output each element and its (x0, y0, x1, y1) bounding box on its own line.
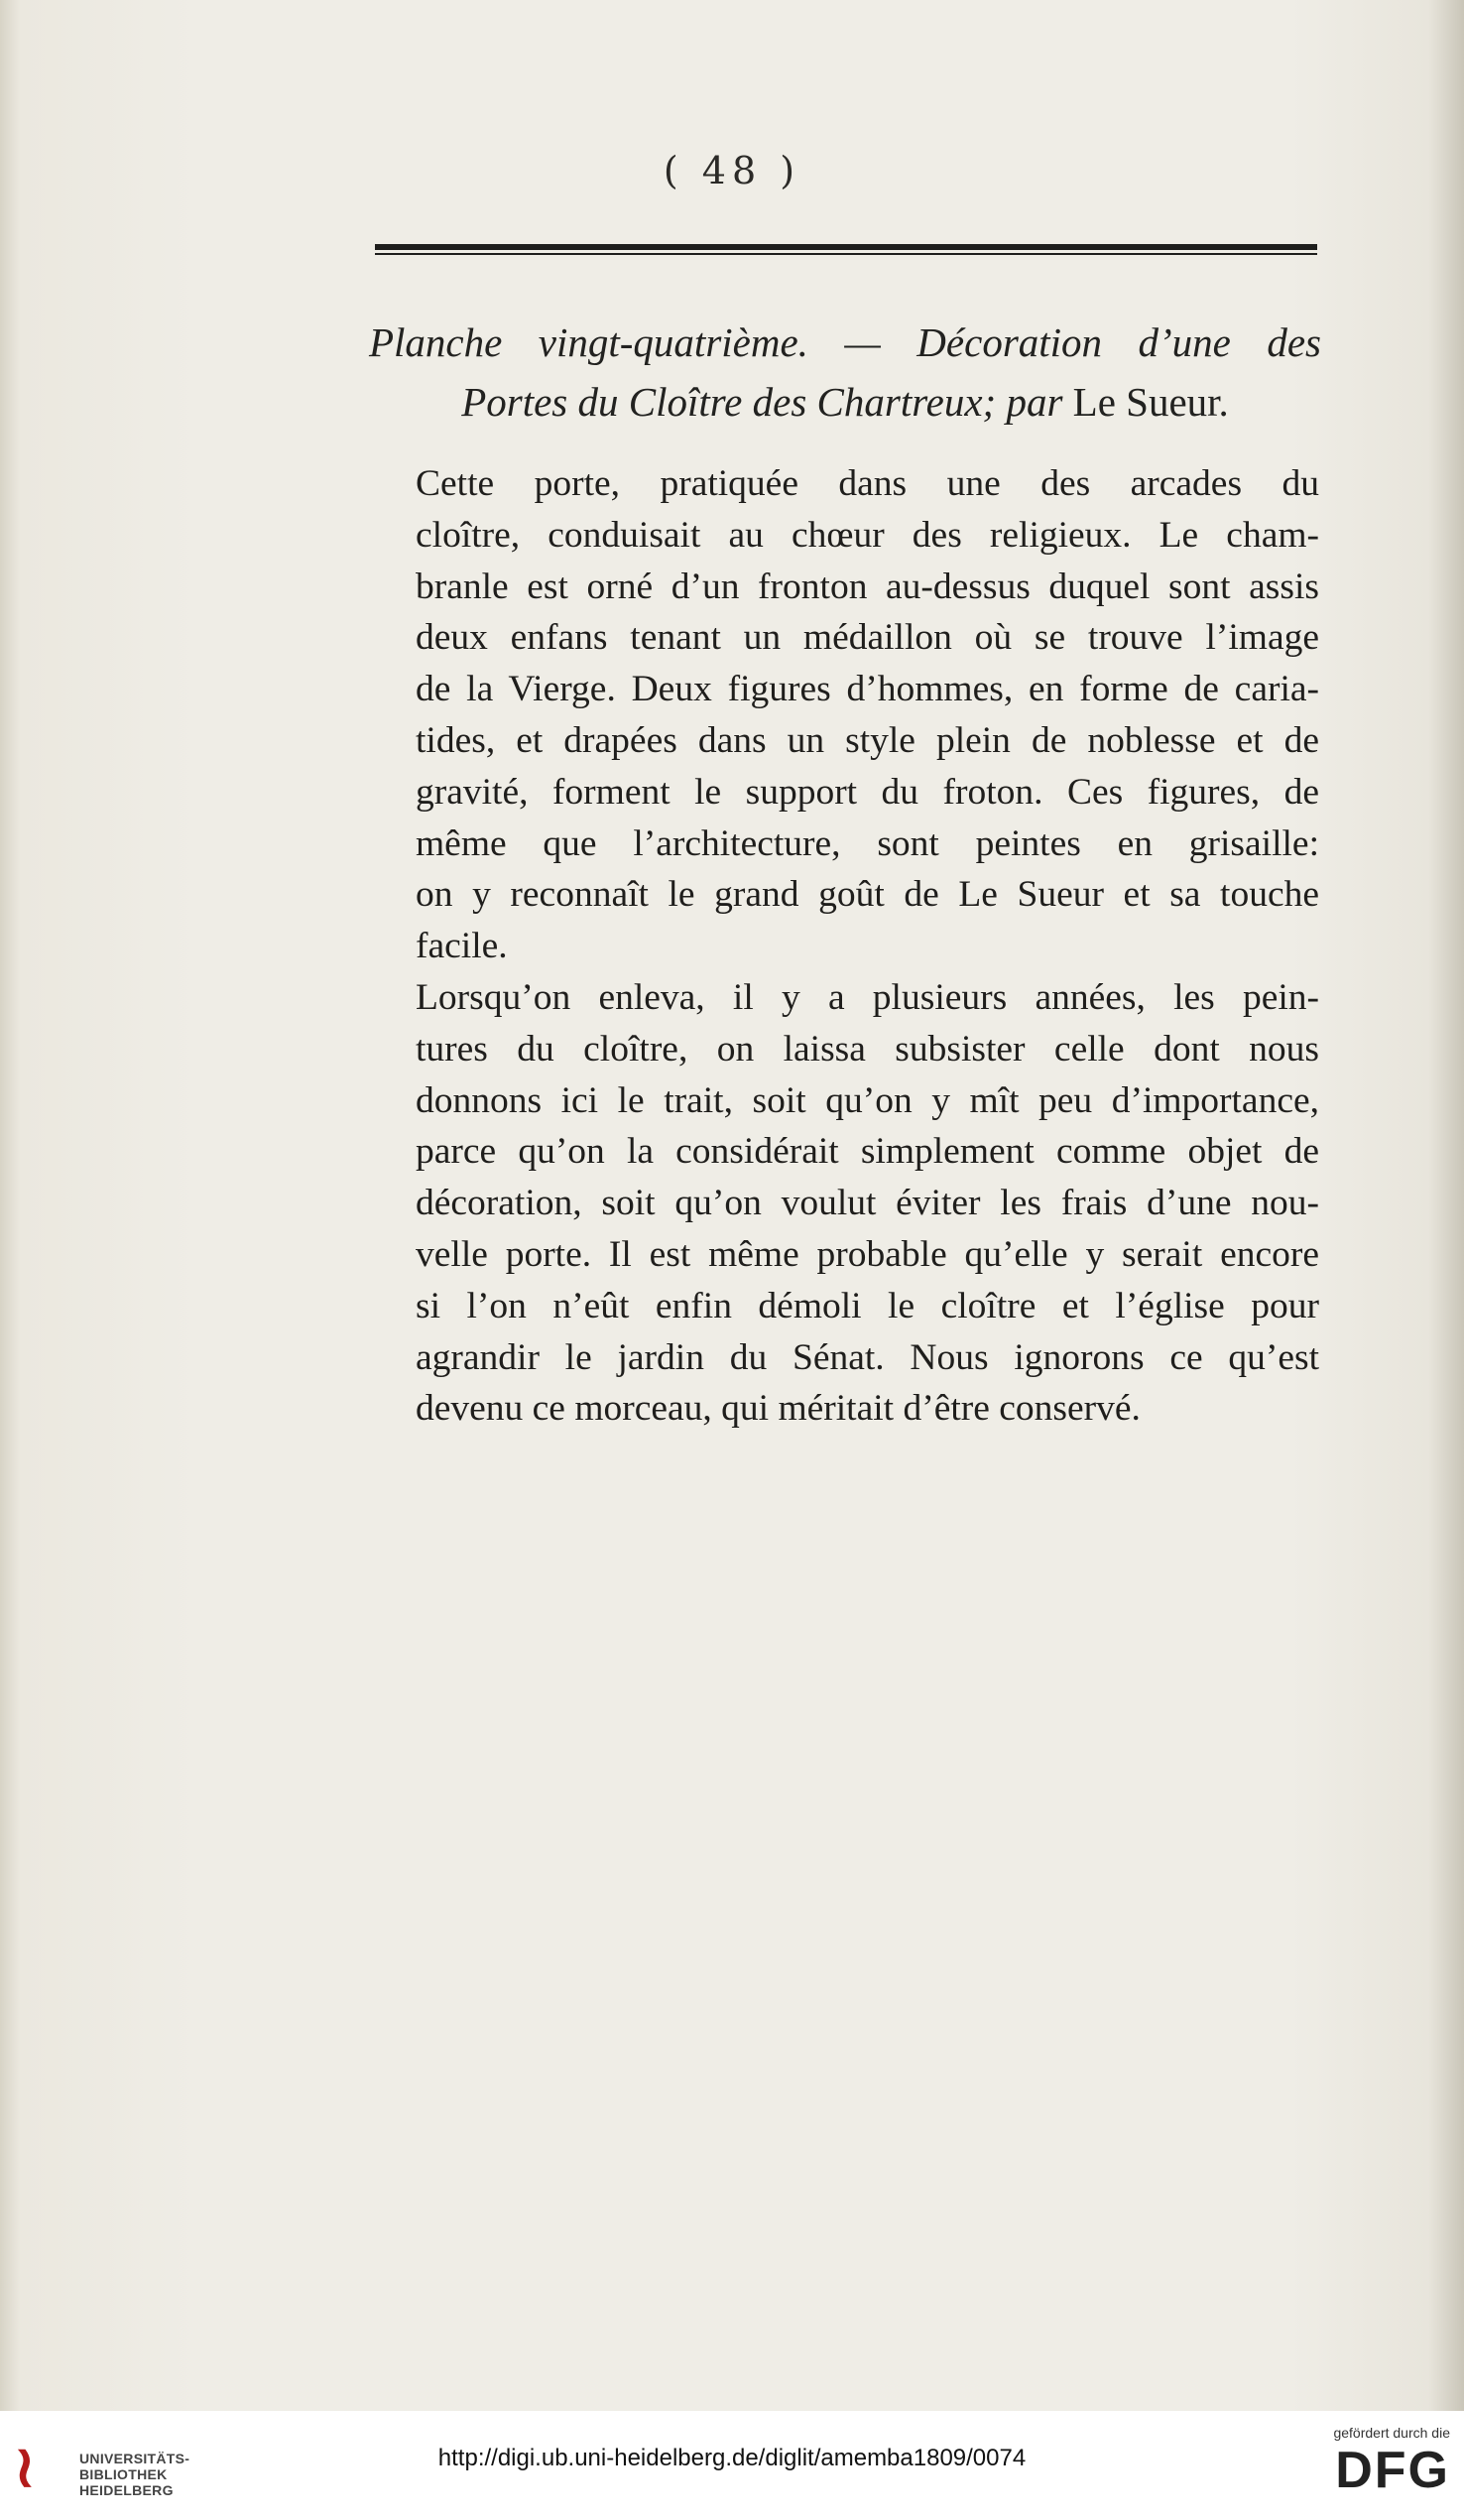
text-line: facile. (416, 926, 508, 967)
text-line: si l’on n’eût enfin démoli le cloître et l’église pour (416, 1285, 1319, 1326)
caption-line-2 (369, 372, 1321, 432)
paragraph-1 (369, 458, 1319, 972)
caption-artist-name: Le Sueur. (1072, 379, 1229, 425)
text-line: de la Vierge. Deux figures d’hommes, en forme de caria- (416, 669, 1319, 710)
funder-logo[interactable] (1291, 2425, 1450, 2500)
text-line: Cette porte, pratiquée dans une des arcades du (416, 463, 1319, 504)
text-line: Lorsqu’on enleva, il y a plusieurs années, les pein- (416, 976, 1319, 1018)
page-number: ( 48 ) (663, 149, 801, 192)
library-name-line-2: BIBLIOTHEK (79, 2466, 168, 2482)
text-line: branle est orné d’un fronton au-dessus duquel sont assis (416, 566, 1319, 607)
text-line: tides, et drapées dans un style plein de noblesse et de (416, 719, 1319, 761)
text-line: deux enfans tenant un médaillon où se trouve l’image (416, 617, 1319, 659)
text-line: tures du cloître, on laissa subsister celle dont nous (416, 1028, 1319, 1070)
plate-caption (369, 313, 1321, 432)
header-rule-thick (375, 244, 1317, 250)
caption-line-2-italic: Portes du Cloître des Chartreux; par (461, 379, 1063, 425)
library-emblem-icon: ≀ (14, 2433, 36, 2500)
funder-label: gefördert durch die (1333, 2425, 1450, 2441)
text-line: parce qu’on la considérait simplement comme objet de (416, 1131, 1319, 1173)
body-text (369, 458, 1319, 1435)
text-line: cloître, conduisait au chœur des religieux. Le cham- (416, 514, 1319, 556)
text-line: agrandir le jardin du Sénat. Nous ignorons ce qu’est (416, 1336, 1319, 1378)
library-name-line-1: UNIVERSITÄTS- (79, 2451, 190, 2466)
footer-bar (0, 2411, 1464, 2520)
caption-line-1: Planche vingt-quatrième. — Décoration d’une des (369, 319, 1321, 365)
text-line: on y reconnaît le grand goût de Le Sueur et sa touche (416, 874, 1319, 916)
paragraph-2 (369, 972, 1319, 1435)
text-line: même que l’architecture, sont peintes en grisaille: (416, 822, 1319, 864)
dfg-logo-text: DFG (1335, 2442, 1450, 2499)
text-line: gravité, forment le support du froton. Ces figures, de (416, 771, 1319, 813)
text-line: décoration, soit qu’on voulut éviter les frais d’une nou- (416, 1183, 1319, 1224)
text-line: velle porte. Il est même probable qu’elle y serait encore (416, 1233, 1319, 1275)
library-name-line-3: HEIDELBERG (79, 2482, 174, 2498)
text-line: devenu ce morceau, qui méritait d’être conservé. (416, 1388, 1141, 1430)
header-rule-thin (375, 253, 1317, 255)
permalink-url[interactable]: http://digi.ub.uni-heidelberg.de/diglit/amemba1809/0074 (437, 2445, 1027, 2471)
text-line: donnons ici le trait, soit qu’on y mît peu d’importance, (416, 1079, 1319, 1121)
